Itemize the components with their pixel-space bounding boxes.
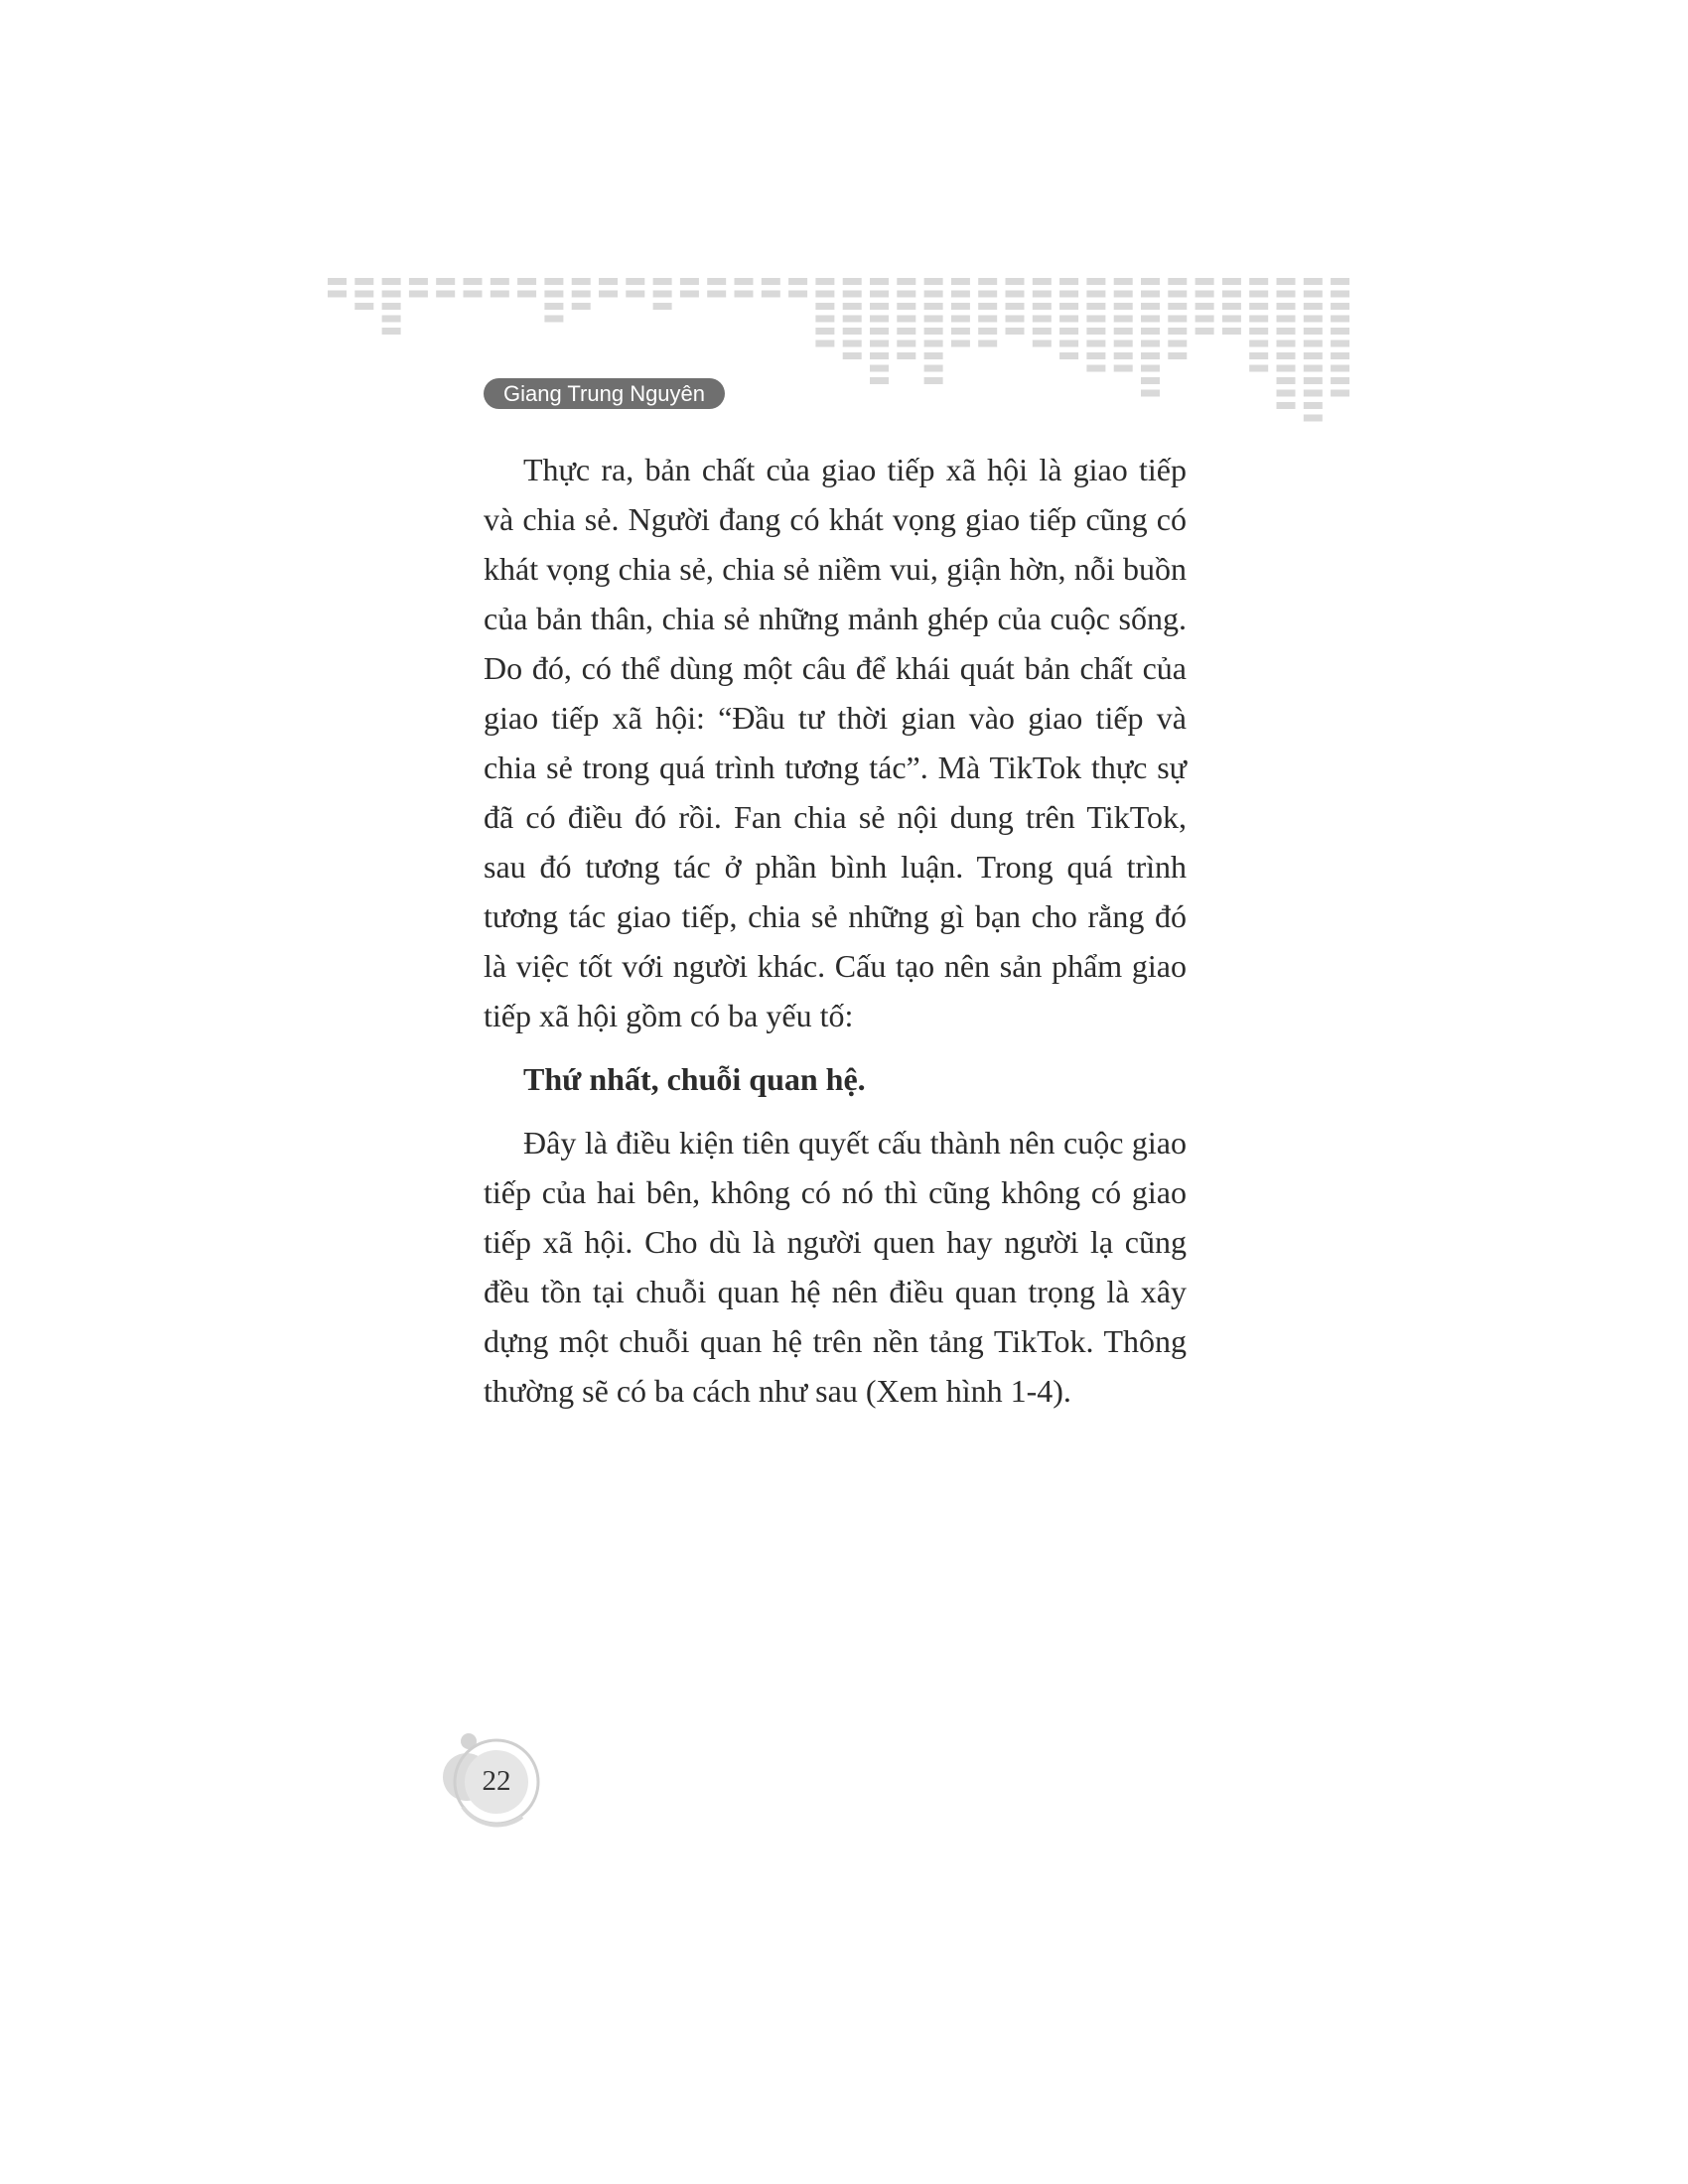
pattern-dash	[1222, 278, 1241, 285]
pattern-dash	[815, 303, 834, 310]
pattern-dash	[1331, 316, 1349, 323]
pattern-dash	[924, 278, 943, 285]
pattern-dash	[1277, 316, 1296, 323]
pattern-dash	[1331, 278, 1349, 285]
pattern-dash	[680, 291, 699, 298]
pattern-dash	[1304, 303, 1323, 310]
pattern-dash	[491, 278, 509, 285]
pattern-dash	[924, 316, 943, 323]
pattern-dash	[1196, 278, 1214, 285]
pattern-dash	[1331, 291, 1349, 298]
pattern-dash	[1304, 278, 1323, 285]
pattern-dash	[1033, 291, 1052, 298]
pattern-dash	[735, 278, 754, 285]
pattern-dash	[1277, 352, 1296, 359]
pattern-dash	[599, 278, 618, 285]
header-decorative-pattern	[328, 278, 1350, 467]
pattern-dash	[843, 303, 862, 310]
pattern-dash	[1304, 291, 1323, 298]
pattern-dash	[870, 291, 889, 298]
pattern-dash	[1304, 328, 1323, 335]
pattern-dash	[843, 278, 862, 285]
pattern-dash	[978, 303, 997, 310]
body-paragraph-2: Đây là điều kiện tiên quyết cấu thành nên cuộc giao tiếp của hai bên, không có nó thì cũng không có giao tiếp xã hội. Cho dù là người quen hay người lạ cũng đều tồn tại chuỗi quan hệ nên điều quan trọng là xây dựng một chuỗi quan hệ trên nền tảng TikTok. Thông thường sẽ có ba cách như sau (Xem hình 1-4).	[484, 1125, 1187, 1409]
pattern-dash	[843, 316, 862, 323]
pattern-dash	[978, 328, 997, 335]
pattern-dash	[1006, 303, 1025, 310]
pattern-dash	[924, 291, 943, 298]
pattern-dash	[626, 278, 644, 285]
pattern-dash	[1114, 365, 1133, 372]
pattern-dash	[1006, 328, 1025, 335]
pattern-dash	[897, 352, 915, 359]
pattern-dash	[924, 328, 943, 335]
pattern-dash	[815, 291, 834, 298]
pattern-dash	[1304, 415, 1323, 422]
pattern-dash	[1331, 303, 1349, 310]
pattern-dash	[680, 278, 699, 285]
pattern-dash	[1059, 291, 1078, 298]
pattern-dash	[870, 377, 889, 384]
pattern-dash	[1114, 278, 1133, 285]
pattern-dash	[354, 291, 373, 298]
page-number: 22	[482, 1765, 511, 1797]
pattern-dash	[924, 365, 943, 372]
pattern-dash	[517, 278, 536, 285]
pattern-dash	[978, 341, 997, 347]
pattern-dash	[382, 328, 401, 335]
pattern-dash	[897, 316, 915, 323]
pattern-dash	[1304, 365, 1323, 372]
pattern-dash	[544, 291, 563, 298]
pattern-dash	[382, 316, 401, 323]
pattern-dash	[1196, 291, 1214, 298]
pattern-dash	[1141, 365, 1160, 372]
pattern-dash	[762, 278, 780, 285]
pattern-dash	[762, 291, 780, 298]
pattern-dash	[1249, 303, 1268, 310]
body-paragraph-1: Thực ra, bản chất của giao tiếp xã hội là giao tiếp và chia sẻ. Người đang có khát vọng giao tiếp cũng có khát vọng chia sẻ, chia sẻ niềm vui, giận hờn, nỗi buồn của bản thân, chia sẻ những mảnh ghép của cuộc sống. Do đó, có thể dùng một câu để khái quát bản chất của giao tiếp xã hội: “Đầu tư thời gian vào giao tiếp và chia sẻ trong quá trình tương tác”. Mà TikTok thực sự đã có điều đó rồi. Fan chia sẻ nội dung trên TikTok, sau đó tương tác ở phần bình luận. Trong quá trình tương tác giao tiếp, chia sẻ những gì bạn cho rằng đó là việc tốt với người khác. Cấu tạo nên sản phẩm giao tiếp xã hội gồm có ba yếu tố:	[484, 452, 1187, 1033]
pattern-dash	[815, 341, 834, 347]
pattern-dash	[464, 278, 483, 285]
pattern-dash	[1249, 365, 1268, 372]
pattern-dash	[1086, 328, 1105, 335]
pattern-dash	[978, 316, 997, 323]
pattern-dash	[1304, 377, 1323, 384]
pattern-dash	[1249, 341, 1268, 347]
pattern-dash	[951, 341, 970, 347]
pattern-dash	[572, 303, 591, 310]
pattern-dash	[870, 365, 889, 372]
pattern-dash	[1033, 278, 1052, 285]
pattern-dash	[897, 278, 915, 285]
pattern-dash	[1331, 352, 1349, 359]
pattern-dash	[599, 291, 618, 298]
pattern-dash	[1059, 341, 1078, 347]
pattern-dash	[870, 316, 889, 323]
pattern-dash	[870, 352, 889, 359]
pattern-dash	[1168, 316, 1187, 323]
pattern-dash	[1006, 316, 1025, 323]
pattern-dash	[517, 291, 536, 298]
pattern-dash	[1277, 377, 1296, 384]
pattern-dash	[328, 278, 347, 285]
pattern-dash	[544, 316, 563, 323]
pattern-dash	[978, 291, 997, 298]
pattern-dash	[1196, 328, 1214, 335]
pattern-dash	[436, 278, 455, 285]
pattern-dash	[1114, 352, 1133, 359]
pattern-dash	[1086, 316, 1105, 323]
pattern-dash	[843, 291, 862, 298]
pattern-dash	[1059, 278, 1078, 285]
pattern-dash	[653, 291, 672, 298]
pattern-dash	[1331, 390, 1349, 397]
pattern-dash	[1168, 352, 1187, 359]
pattern-dash	[1196, 303, 1214, 310]
section-heading: Thứ nhất, chuỗi quan hệ.	[523, 1061, 866, 1097]
pattern-dash	[951, 291, 970, 298]
pattern-dash	[1059, 328, 1078, 335]
pattern-dash	[843, 352, 862, 359]
pattern-dash	[1331, 328, 1349, 335]
pattern-dash	[843, 341, 862, 347]
pattern-dash	[924, 341, 943, 347]
pattern-dash	[707, 291, 726, 298]
pattern-dash	[491, 291, 509, 298]
pattern-dash	[1277, 390, 1296, 397]
pattern-dash	[1141, 377, 1160, 384]
pattern-dash	[924, 377, 943, 384]
pattern-dash	[897, 328, 915, 335]
pattern-dash	[1249, 291, 1268, 298]
pattern-dash	[1086, 341, 1105, 347]
pattern-dash	[870, 328, 889, 335]
pattern-dash	[1222, 316, 1241, 323]
pattern-dash	[815, 316, 834, 323]
pattern-dash	[354, 278, 373, 285]
pattern-dash	[1249, 352, 1268, 359]
pattern-dash	[409, 278, 428, 285]
pattern-dash	[951, 316, 970, 323]
pattern-dash	[735, 291, 754, 298]
pattern-dash	[870, 278, 889, 285]
pattern-dash	[1331, 341, 1349, 347]
pattern-dash	[1086, 278, 1105, 285]
pattern-dash	[328, 291, 347, 298]
author-badge: Giang Trung Nguyên	[484, 378, 725, 409]
pattern-dash	[788, 278, 807, 285]
pattern-dash	[544, 303, 563, 310]
pattern-dash	[870, 341, 889, 347]
pattern-dash	[1006, 278, 1025, 285]
pattern-dash	[815, 278, 834, 285]
pattern-dash	[382, 278, 401, 285]
pattern-dash	[1222, 303, 1241, 310]
pattern-dash	[382, 303, 401, 310]
pattern-dash	[1331, 365, 1349, 372]
pattern-dash	[653, 303, 672, 310]
pattern-dash	[924, 352, 943, 359]
pattern-dash	[1249, 328, 1268, 335]
pattern-dash	[1304, 352, 1323, 359]
pattern-dash	[788, 291, 807, 298]
pattern-dash	[436, 291, 455, 298]
pattern-dash	[1086, 303, 1105, 310]
pattern-dash	[1114, 328, 1133, 335]
pattern-dash	[1086, 365, 1105, 372]
pattern-dash	[1168, 341, 1187, 347]
pattern-dash	[1059, 303, 1078, 310]
pattern-dash	[653, 278, 672, 285]
pattern-dash	[1033, 316, 1052, 323]
pattern-dash	[897, 303, 915, 310]
pattern-dash	[978, 278, 997, 285]
pattern-dash	[1141, 316, 1160, 323]
pattern-dash	[1168, 303, 1187, 310]
pattern-dash	[572, 278, 591, 285]
pattern-dash	[1114, 316, 1133, 323]
pattern-dash	[1141, 352, 1160, 359]
page-content	[484, 445, 1187, 1416]
pattern-dash	[1277, 402, 1296, 409]
pattern-dash	[924, 303, 943, 310]
pattern-dash	[1141, 328, 1160, 335]
pattern-dash	[897, 341, 915, 347]
pattern-dash	[1033, 303, 1052, 310]
pattern-dash	[1059, 352, 1078, 359]
pattern-dash	[1141, 291, 1160, 298]
pattern-dash	[1114, 303, 1133, 310]
pattern-dash	[1304, 390, 1323, 397]
pattern-dash	[1277, 365, 1296, 372]
pattern-dash	[409, 291, 428, 298]
pattern-dash	[1277, 278, 1296, 285]
pattern-dash	[354, 303, 373, 310]
pattern-dash	[1249, 316, 1268, 323]
pattern-dash	[1304, 402, 1323, 409]
pattern-dash	[544, 278, 563, 285]
pattern-dash	[897, 291, 915, 298]
pattern-dash	[1277, 291, 1296, 298]
pattern-dash	[815, 328, 834, 335]
pattern-dash	[843, 328, 862, 335]
pattern-dash	[951, 303, 970, 310]
pattern-dash	[1331, 377, 1349, 384]
pattern-dash	[1141, 303, 1160, 310]
pattern-dash	[1277, 341, 1296, 347]
pattern-dash	[1196, 316, 1214, 323]
pattern-dash	[951, 328, 970, 335]
pattern-dash	[1006, 291, 1025, 298]
pattern-dash	[1222, 291, 1241, 298]
pattern-dash	[1277, 328, 1296, 335]
pattern-dash	[1168, 328, 1187, 335]
pattern-dash	[1086, 352, 1105, 359]
pattern-dash	[870, 303, 889, 310]
pattern-dash	[1141, 341, 1160, 347]
pattern-dash	[382, 291, 401, 298]
pattern-dash	[464, 291, 483, 298]
pattern-dash	[1033, 341, 1052, 347]
pattern-dash	[1249, 278, 1268, 285]
pattern-dash	[1304, 316, 1323, 323]
pattern-dash	[1222, 328, 1241, 335]
pattern-dash	[1141, 390, 1160, 397]
pattern-dash	[951, 278, 970, 285]
pattern-dash	[707, 278, 726, 285]
pattern-dash	[1059, 316, 1078, 323]
page-number-ornament	[433, 1727, 552, 1837]
pattern-dash	[1168, 278, 1187, 285]
pattern-dash	[1141, 278, 1160, 285]
pattern-dash	[1304, 341, 1323, 347]
pattern-dash	[1277, 303, 1296, 310]
pattern-dash	[626, 291, 644, 298]
pattern-dash	[1114, 341, 1133, 347]
pattern-dash	[1086, 291, 1105, 298]
pattern-dash	[1168, 291, 1187, 298]
pattern-dash	[572, 291, 591, 298]
pattern-dash	[1114, 291, 1133, 298]
pattern-dash	[1033, 328, 1052, 335]
